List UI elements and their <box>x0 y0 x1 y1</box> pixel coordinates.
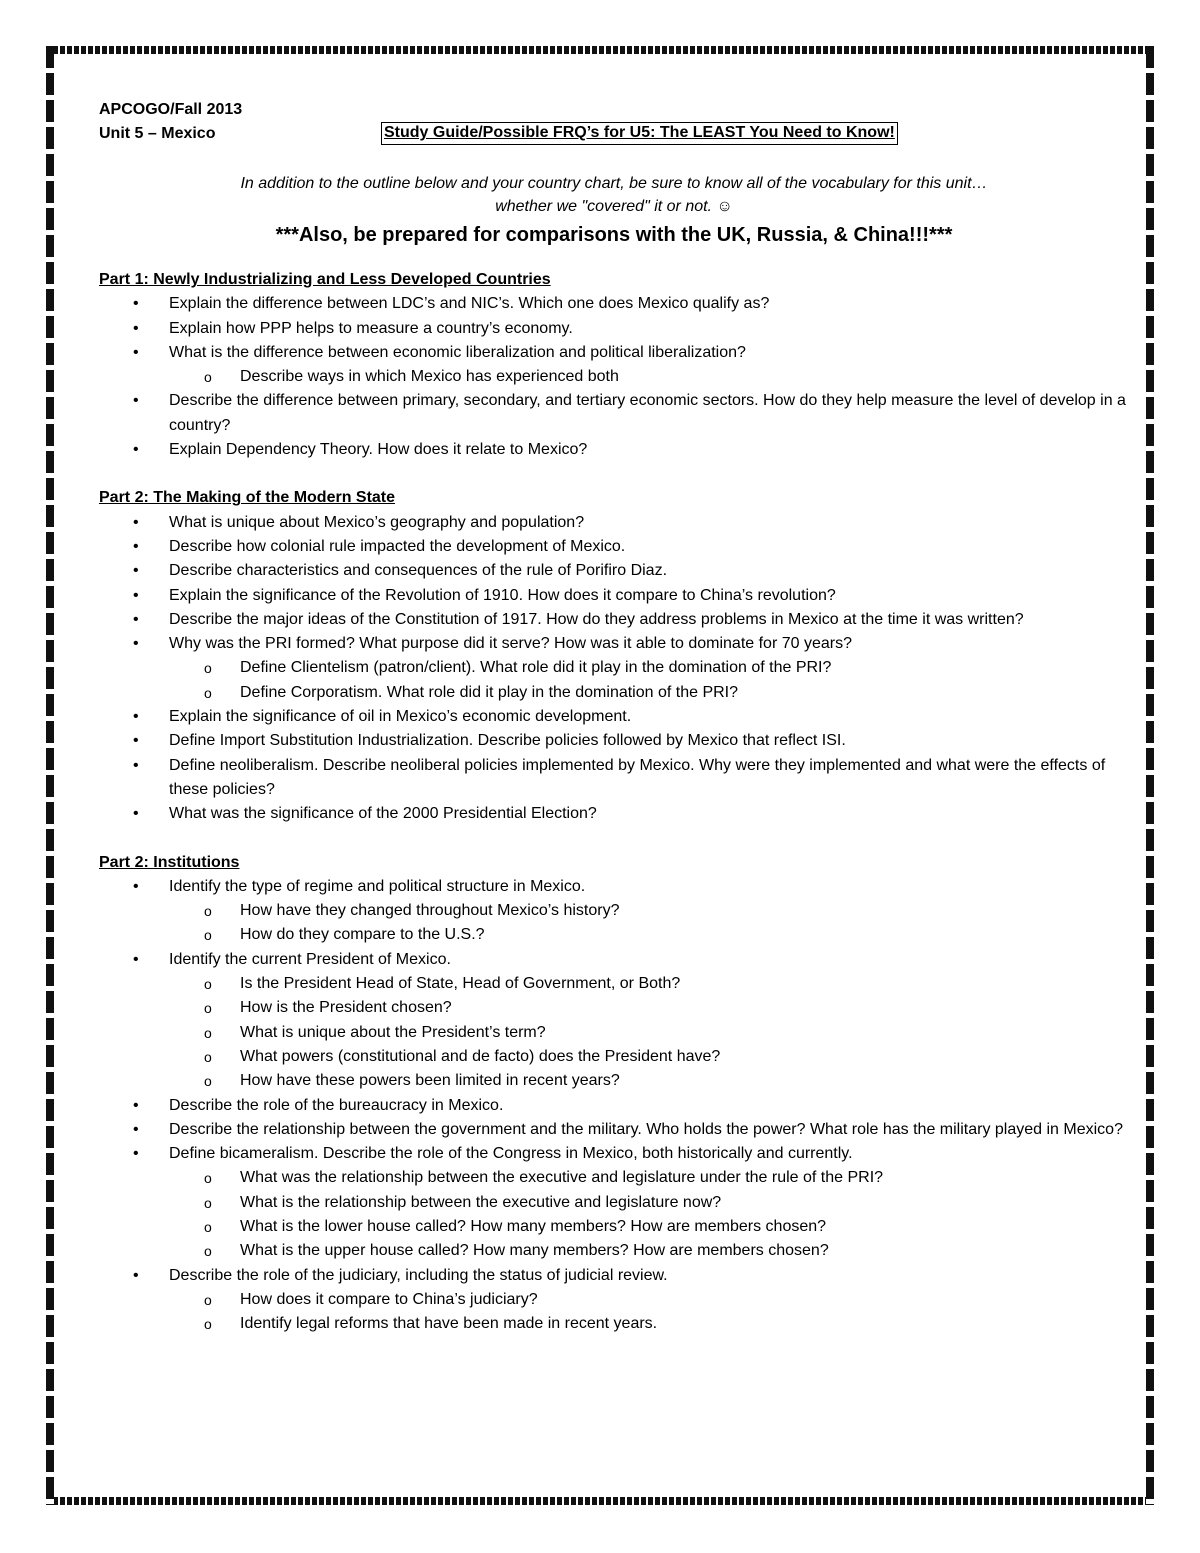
part1-title: Part 1: Newly Industrializing and Less Developed Countries <box>99 271 551 288</box>
part3-list <box>99 875 1129 1337</box>
list-item: • Why was the PRI formed? What purpose did it serve? How was it able to dominate for 70 years? <box>99 632 1129 656</box>
page-border-right <box>1146 46 1154 1505</box>
intro-note <box>99 172 1129 218</box>
sub-list-item: o How have they changed throughout Mexico’s history? <box>99 899 1129 923</box>
sub-list-item: o What is the relationship between the executive and legislature now? <box>99 1191 1129 1215</box>
sub-list-item: o How have these powers been limited in recent years? <box>99 1069 1129 1093</box>
header-unit: Unit 5 – Mexico <box>99 125 216 142</box>
header-course: APCOGO/Fall 2013 <box>99 101 243 118</box>
page-border-top <box>46 46 1154 54</box>
sub-list-item: o Define Corporatism. What role did it play in the domination of the PRI? <box>99 681 1129 705</box>
intro-line-2: whether we "covered" it or not. <box>495 198 712 215</box>
smiley-icon: ☺ <box>716 198 733 215</box>
part2-title: Part 2: The Making of the Modern State <box>99 489 396 507</box>
list-item: • Explain the significance of the Revolution of 1910. How does it compare to China’s revolution? <box>99 584 1129 608</box>
sub-list-item: o What was the relationship between the executive and legislature under the rule of the PRI? <box>99 1166 1129 1190</box>
part2-list <box>99 511 1129 827</box>
list-item: • Identify the current President of Mexico. <box>99 948 1129 972</box>
sub-list-item: o What powers (constitutional and de facto) does the President have? <box>99 1045 1129 1069</box>
sub-list-item: o What is the upper house called? How many members? How are members chosen? <box>99 1239 1129 1263</box>
intro-line-1: In addition to the outline below and your country chart, be sure to know all of the vocabulary for this unit… <box>240 175 988 192</box>
list-item: • Describe the role of the judiciary, including the status of judicial review. <box>99 1264 1129 1288</box>
sub-list-item: o What is unique about the President’s term? <box>99 1021 1129 1045</box>
header-row <box>99 122 1129 146</box>
list-item: • What is unique about Mexico’s geography and population? <box>99 511 1129 535</box>
list-item: • Describe the major ideas of the Constitution of 1917. How do they address problems in Mexico at the time it was written? <box>99 608 1129 632</box>
page-border-bottom <box>46 1497 1154 1505</box>
part3-title: Part 2: Institutions <box>99 853 240 871</box>
list-item: • Define neoliberalism. Describe neoliberal policies implemented by Mexico. Why were they implemented and what were the effects of these policies? <box>99 754 1129 803</box>
list-item: • Explain Dependency Theory. How does it relate to Mexico? <box>99 438 1129 462</box>
list-item: • Describe the difference between primary, secondary, and tertiary economic sectors. How do they help measure the level of develop in a country? <box>99 389 1129 438</box>
list-item: • Define bicameralism. Describe the role of the Congress in Mexico, both historically and currently. <box>99 1142 1129 1166</box>
sub-list-item: o What is the lower house called? How many members? How are members chosen? <box>99 1215 1129 1239</box>
sub-list-item: o Is the President Head of State, Head of Government, or Both? <box>99 972 1129 996</box>
list-item: • Describe characteristics and consequences of the rule of Porifiro Diaz. <box>99 559 1129 583</box>
sub-list-item: o How is the President chosen? <box>99 996 1129 1020</box>
list-item: • Describe how colonial rule impacted the development of Mexico. <box>99 535 1129 559</box>
list-item: • Define Import Substitution Industrialization. Describe policies followed by Mexico that reflect ISI. <box>99 729 1129 753</box>
list-item: • What was the significance of the 2000 Presidential Election? <box>99 802 1129 826</box>
page-border-left <box>46 46 54 1505</box>
intro-line-2-wrap <box>99 195 1129 218</box>
list-item: • Explain the significance of oil in Mexico’s economic development. <box>99 705 1129 729</box>
document-page <box>99 98 1129 1336</box>
list-item: • Describe the relationship between the government and the military. Who holds the power? What role has the military played in Mexico? <box>99 1118 1129 1142</box>
study-guide-title: Study Guide/Possible FRQ’s for U5: The LEAST You Need to Know! <box>381 122 898 145</box>
list-item: • Identify the type of regime and political structure in Mexico. <box>99 875 1129 899</box>
part1-list <box>99 292 1129 462</box>
list-item: • Explain how PPP helps to measure a country’s economy. <box>99 317 1129 341</box>
sub-list-item: o Describe ways in which Mexico has experienced both <box>99 365 1129 389</box>
list-item: • Describe the role of the bureaucracy in Mexico. <box>99 1094 1129 1118</box>
list-item: • What is the difference between economic liberalization and political liberalization? <box>99 341 1129 365</box>
sub-list-item: o Define Clientelism (patron/client). What role did it play in the domination of the PRI? <box>99 656 1129 680</box>
sub-list-item: o How does it compare to China’s judiciary? <box>99 1288 1129 1312</box>
comparison-reminder: ***Also, be prepared for comparisons with the UK, Russia, & China!!!*** <box>275 224 953 246</box>
sub-list-item: o How do they compare to the U.S.? <box>99 923 1129 947</box>
sub-list-item: o Identify legal reforms that have been made in recent years. <box>99 1312 1129 1336</box>
list-item: • Explain the difference between LDC’s and NIC’s. Which one does Mexico qualify as? <box>99 292 1129 316</box>
